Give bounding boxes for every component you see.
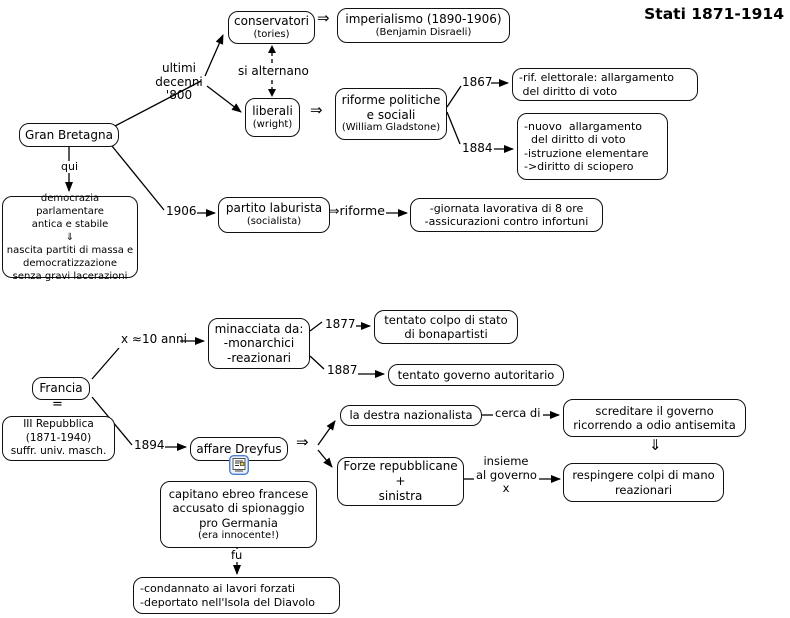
node-capitano	[160, 481, 317, 548]
text-line: capitano ebreo francese	[168, 486, 309, 501]
text-line: ⇓	[65, 231, 75, 243]
node-gran-bretagna	[19, 123, 119, 147]
label-ultimi-decenni	[151, 62, 207, 103]
label-fu: fu	[231, 548, 243, 562]
text-line: al governo	[476, 467, 537, 482]
text-line: sinistra	[378, 489, 423, 503]
text-line: e sociali	[366, 107, 416, 122]
label-year-1877: 1877	[325, 317, 356, 331]
node-nuovo-allargamento	[517, 113, 668, 180]
double-arrow-down-icon: ⇓	[649, 436, 662, 454]
text-line: (Benjamin Disraeli)	[375, 26, 472, 38]
label-year-1894: 1894	[134, 438, 165, 452]
label-x10anni: x ≈10 anni	[121, 332, 187, 346]
text-line: affare Dreyfus	[196, 441, 282, 456]
text-line: democratizzazione	[22, 257, 118, 269]
text-line: (socialista)	[246, 216, 302, 228]
page-title: Stati 1871-1914	[644, 5, 784, 23]
text-line: la destra nazionalista	[349, 408, 473, 423]
node-screditare	[563, 399, 746, 437]
text-line: Gran Bretagna	[25, 127, 113, 142]
text-line: Francia	[39, 381, 83, 396]
text-line: imperialismo (1890-1906)	[345, 11, 502, 26]
text-line: decenni	[155, 74, 203, 89]
node-rif-elettorale	[512, 68, 698, 101]
label-year-1906: 1906	[166, 204, 197, 218]
label-qui: qui	[61, 160, 79, 173]
node-iii-repubblica	[2, 416, 115, 461]
text-line: senza gravi lacerazioni	[12, 270, 128, 282]
text-line: '800	[165, 88, 193, 102]
text-line: -rif. elettorale: allargamento	[519, 71, 674, 85]
node-conservatori	[228, 11, 315, 44]
node-democrazia	[2, 192, 138, 282]
text-line: nascita partiti di massa e	[6, 244, 134, 256]
text-line: liberali	[252, 103, 293, 118]
text-line: riforme politiche	[341, 93, 441, 108]
text-line: (era innocente!)	[197, 530, 279, 541]
node-imperialismo	[337, 8, 510, 43]
text-line: di bonapartisti	[404, 327, 488, 341]
document-resource-icon	[229, 455, 249, 475]
label-equals: =	[52, 397, 63, 412]
double-arrow-icon: ⇒	[296, 433, 309, 451]
text-line: del diritto di voto	[519, 84, 618, 98]
text-line: ricorrendo a odio antisemita	[573, 418, 736, 432]
text-line: Forze repubblicane	[343, 459, 458, 473]
text-line: antica e stabile	[31, 218, 109, 230]
text-line: accusato di spionaggio	[172, 501, 305, 515]
double-arrow-icon: ⇒	[317, 9, 330, 27]
node-respingere	[563, 463, 724, 502]
double-arrow-icon: ⇒	[310, 101, 323, 119]
node-liberali	[245, 98, 300, 137]
node-forze-repubblicane	[337, 457, 464, 506]
text-line: (tories)	[253, 28, 290, 40]
text-line: -assicurazioni contro infortuni	[424, 215, 589, 228]
text-line: ultimi	[161, 61, 196, 75]
text-line: -reazionari	[227, 350, 291, 365]
text-line: democrazia parlamentare	[36, 192, 104, 217]
text-line: del diritto di voto	[524, 133, 626, 147]
text-line: -nuovo allargamento	[524, 119, 643, 133]
text-line: partito laburista	[225, 201, 323, 216]
text-line: insieme	[483, 454, 529, 468]
text-line: (1871-1940)	[25, 431, 92, 444]
text-line: respingere colpi di mano	[572, 468, 715, 483]
text-line: III Repubblica	[23, 418, 94, 431]
text-line: +	[395, 474, 406, 488]
label-insieme	[474, 455, 538, 496]
text-line: tentato colpo di stato	[384, 312, 508, 327]
text-line: pro Germania	[199, 515, 278, 530]
label-si-alternano: si alternano	[238, 64, 309, 78]
text-line: -giornata lavorativa di 8 ore	[429, 201, 584, 215]
text-line: tentato governo autoritario	[397, 367, 555, 382]
text-line: screditare il governo	[595, 403, 714, 418]
label-year-1884: 1884	[462, 141, 493, 155]
label-year-1887: 1887	[327, 363, 358, 377]
text-line: minacciata da:	[214, 321, 304, 336]
node-partito-laburista	[218, 197, 330, 233]
text-line: ->diritto di sciopero	[524, 159, 634, 173]
text-line: reazionari	[614, 482, 673, 497]
node-giornata-lavorativa	[410, 198, 603, 232]
text-line: conservatori	[234, 13, 309, 28]
node-destra-nazionalista	[340, 405, 482, 426]
node-condannato	[133, 577, 340, 614]
text-line: -deportato nell'Isola del Diavolo	[140, 595, 316, 609]
label-year-1867: 1867	[462, 75, 493, 89]
resource-icon[interactable]	[229, 455, 249, 475]
label-cerca-di: cerca di	[495, 406, 541, 420]
label-riforme: ⇒riforme	[329, 203, 385, 218]
node-tentato-governo	[388, 364, 564, 386]
text-line: x	[502, 481, 510, 495]
text-line: suffr. univ. masch.	[10, 445, 107, 458]
text-line: (wright)	[252, 118, 293, 130]
node-tentato-colpo	[374, 310, 518, 344]
node-riforme-politiche	[335, 88, 447, 140]
node-minacciata	[208, 318, 310, 369]
text-line: -istruzione elementare	[524, 146, 649, 160]
text-line: (William Gladstone)	[341, 122, 441, 134]
text-line: -condannato ai lavori forzati	[140, 582, 296, 596]
text-line: -monarchici	[223, 336, 295, 351]
